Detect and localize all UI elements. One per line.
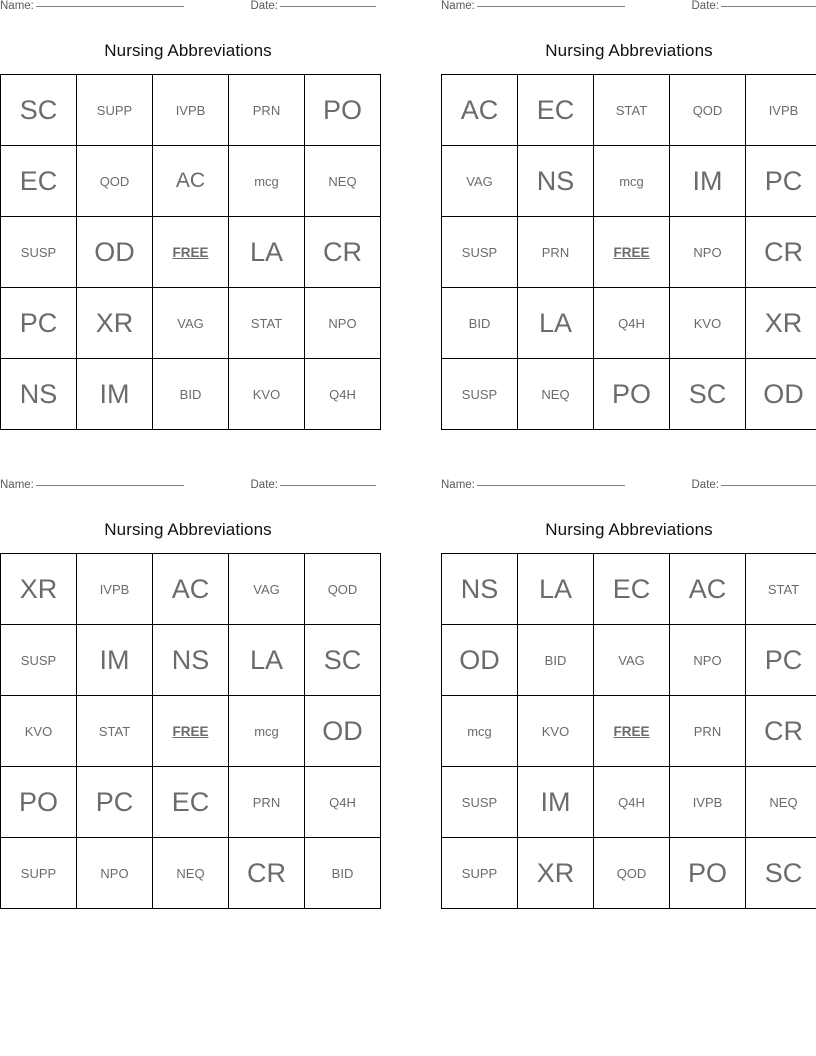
- bingo-cell[interactable]: SC: [670, 359, 746, 430]
- bingo-row: [442, 696, 816, 767]
- bingo-cell[interactable]: SC: [1, 75, 77, 146]
- name-write-in-line[interactable]: [36, 6, 184, 7]
- bingo-row: [1, 217, 381, 288]
- page-title: Nursing Abbreviations: [545, 41, 713, 60]
- bingo-cell[interactable]: CR: [746, 217, 816, 288]
- bingo-cell[interactable]: PRN: [518, 217, 594, 288]
- bingo-cell[interactable]: mcg: [229, 146, 305, 217]
- date-label: Date:: [250, 479, 278, 491]
- bingo-cell[interactable]: STAT: [77, 696, 153, 767]
- bingo-cell[interactable]: NS: [153, 625, 229, 696]
- bingo-grid: [0, 553, 381, 909]
- bingo-cell[interactable]: VAG: [229, 554, 305, 625]
- bingo-cell[interactable]: SUPP: [1, 838, 77, 909]
- bingo-cell[interactable]: NEQ: [305, 146, 381, 217]
- bingo-cell[interactable]: OD: [442, 625, 518, 696]
- bingo-cell[interactable]: STAT: [746, 554, 816, 625]
- bingo-cell[interactable]: PO: [1, 767, 77, 838]
- bingo-cell[interactable]: IM: [77, 359, 153, 430]
- bingo-row: [442, 554, 816, 625]
- bingo-grid: [441, 553, 816, 909]
- bingo-row: [1, 288, 381, 359]
- bingo-cell[interactable]: LA: [518, 288, 594, 359]
- bingo-cell[interactable]: KVO: [518, 696, 594, 767]
- bingo-row: [442, 288, 816, 359]
- bingo-cell[interactable]: NEQ: [153, 838, 229, 909]
- bingo-row: [1, 696, 381, 767]
- bingo-cell[interactable]: PO: [594, 359, 670, 430]
- bingo-row: [442, 625, 816, 696]
- date-write-in-line[interactable]: [721, 6, 816, 7]
- name-date-row: [0, 0, 376, 20]
- bingo-cell[interactable]: KVO: [670, 288, 746, 359]
- bingo-cell[interactable]: Q4H: [305, 767, 381, 838]
- bingo-cell[interactable]: CR: [229, 838, 305, 909]
- bingo-cell[interactable]: XR: [77, 288, 153, 359]
- bingo-cell[interactable]: SUSP: [1, 217, 77, 288]
- bingo-cell[interactable]: EC: [153, 767, 229, 838]
- bingo-cell[interactable]: SUPP: [77, 75, 153, 146]
- bingo-cell[interactable]: EC: [594, 554, 670, 625]
- bingo-cell[interactable]: KVO: [1, 696, 77, 767]
- name-label: Name:: [441, 0, 475, 12]
- name-write-in-line[interactable]: [36, 485, 184, 486]
- bingo-cell[interactable]: PO: [670, 838, 746, 909]
- bingo-cell[interactable]: LA: [229, 625, 305, 696]
- bingo-grid-body: [1, 75, 381, 430]
- bingo-cell[interactable]: NS: [518, 146, 594, 217]
- page-title: Nursing Abbreviations: [545, 520, 713, 539]
- bingo-cell[interactable]: PC: [77, 767, 153, 838]
- bingo-card-top-left: [0, 0, 376, 430]
- bingo-cell[interactable]: PRN: [670, 696, 746, 767]
- name-label: Name:: [0, 479, 34, 491]
- bingo-cell[interactable]: OD: [77, 217, 153, 288]
- bingo-cell[interactable]: LA: [229, 217, 305, 288]
- date-write-in-line[interactable]: [280, 6, 376, 7]
- date-write-in-line[interactable]: [280, 485, 376, 486]
- bingo-grid: [0, 74, 381, 430]
- bingo-cell[interactable]: IVPB: [153, 75, 229, 146]
- bingo-cell[interactable]: LA: [518, 554, 594, 625]
- bingo-cell[interactable]: AC: [670, 554, 746, 625]
- bingo-cell[interactable]: SUSP: [442, 217, 518, 288]
- bingo-cell[interactable]: PO: [305, 75, 381, 146]
- bingo-cell[interactable]: PRN: [229, 75, 305, 146]
- bingo-cell[interactable]: QOD: [77, 146, 153, 217]
- bingo-row: [1, 359, 381, 430]
- bingo-cell[interactable]: AC: [442, 75, 518, 146]
- bingo-free-cell[interactable]: FREE: [153, 696, 229, 767]
- bingo-cell[interactable]: PC: [1, 288, 77, 359]
- bingo-cell[interactable]: NPO: [77, 838, 153, 909]
- date-label: Date:: [250, 0, 278, 12]
- bingo-cell[interactable]: SUPP: [442, 838, 518, 909]
- bingo-cell[interactable]: STAT: [229, 288, 305, 359]
- bingo-row: [442, 217, 816, 288]
- bingo-cell[interactable]: BID: [305, 838, 381, 909]
- bingo-grid-body: [442, 554, 816, 909]
- date-write-in-line[interactable]: [721, 485, 816, 486]
- page-title: Nursing Abbreviations: [104, 41, 272, 60]
- bingo-row: [1, 625, 381, 696]
- name-write-in-line[interactable]: [477, 485, 625, 486]
- bingo-cell[interactable]: mcg: [594, 146, 670, 217]
- bingo-cell[interactable]: NPO: [670, 625, 746, 696]
- bingo-cell[interactable]: BID: [442, 288, 518, 359]
- bingo-cell[interactable]: Q4H: [594, 288, 670, 359]
- bingo-cell[interactable]: IM: [670, 146, 746, 217]
- bingo-cell[interactable]: VAG: [153, 288, 229, 359]
- bingo-cell[interactable]: VAG: [442, 146, 518, 217]
- name-write-in-line[interactable]: [477, 6, 625, 7]
- bingo-card-bottom-right: [441, 479, 816, 909]
- bingo-cell[interactable]: BID: [153, 359, 229, 430]
- bingo-row: [442, 838, 816, 909]
- bingo-cell[interactable]: QOD: [594, 838, 670, 909]
- bingo-row: [1, 554, 381, 625]
- name-date-row: [0, 479, 376, 499]
- bingo-row: [442, 146, 816, 217]
- bingo-cell[interactable]: XR: [518, 838, 594, 909]
- bingo-cell[interactable]: Q4H: [594, 767, 670, 838]
- bingo-cell[interactable]: AC: [153, 554, 229, 625]
- bingo-cell[interactable]: AC: [153, 146, 229, 217]
- bingo-row: [1, 75, 381, 146]
- name-date-row: [441, 0, 816, 20]
- bingo-cell[interactable]: NPO: [305, 288, 381, 359]
- name-label: Name:: [0, 0, 34, 12]
- bingo-cell[interactable]: IM: [77, 625, 153, 696]
- bingo-cell[interactable]: NS: [442, 554, 518, 625]
- bingo-cell[interactable]: IM: [518, 767, 594, 838]
- bingo-cell[interactable]: XR: [1, 554, 77, 625]
- bingo-cell[interactable]: NEQ: [518, 359, 594, 430]
- bingo-cell[interactable]: SUSP: [442, 767, 518, 838]
- bingo-free-cell[interactable]: FREE: [594, 696, 670, 767]
- bingo-row: [1, 767, 381, 838]
- page-title: Nursing Abbreviations: [104, 520, 272, 539]
- bingo-cell[interactable]: EC: [1, 146, 77, 217]
- bingo-cell[interactable]: PC: [746, 146, 816, 217]
- bingo-cell[interactable]: OD: [305, 696, 381, 767]
- bingo-free-cell[interactable]: FREE: [594, 217, 670, 288]
- date-label: Date:: [691, 479, 719, 491]
- bingo-row: [1, 838, 381, 909]
- bingo-cell[interactable]: XR: [746, 288, 816, 359]
- bingo-cell[interactable]: QOD: [670, 75, 746, 146]
- name-date-row: [441, 479, 816, 499]
- bingo-cell[interactable]: Q4H: [305, 359, 381, 430]
- bingo-cell[interactable]: IVPB: [746, 75, 816, 146]
- bingo-cell[interactable]: PRN: [229, 767, 305, 838]
- bingo-row: [442, 767, 816, 838]
- bingo-cell[interactable]: NS: [1, 359, 77, 430]
- bingo-cell[interactable]: OD: [746, 359, 816, 430]
- bingo-card-bottom-left: [0, 479, 376, 909]
- bingo-cell[interactable]: STAT: [594, 75, 670, 146]
- bingo-cell[interactable]: IVPB: [77, 554, 153, 625]
- bingo-cell[interactable]: BID: [518, 625, 594, 696]
- bingo-cell[interactable]: KVO: [229, 359, 305, 430]
- bingo-grid-body: [442, 75, 816, 430]
- bingo-cell[interactable]: PC: [746, 625, 816, 696]
- bingo-cell[interactable]: NEQ: [746, 767, 816, 838]
- bingo-cell[interactable]: SC: [746, 838, 816, 909]
- bingo-card-top-right: [441, 0, 816, 430]
- bingo-cell[interactable]: SUSP: [1, 625, 77, 696]
- bingo-cell[interactable]: EC: [518, 75, 594, 146]
- bingo-cell[interactable]: mcg: [442, 696, 518, 767]
- bingo-cell[interactable]: CR: [746, 696, 816, 767]
- bingo-row: [1, 146, 381, 217]
- bingo-cell[interactable]: CR: [305, 217, 381, 288]
- bingo-grid: [441, 74, 816, 430]
- bingo-cell[interactable]: mcg: [229, 696, 305, 767]
- date-label: Date:: [691, 0, 719, 12]
- bingo-row: [442, 359, 816, 430]
- bingo-cell[interactable]: QOD: [305, 554, 381, 625]
- bingo-cell[interactable]: VAG: [594, 625, 670, 696]
- bingo-row: [442, 75, 816, 146]
- bingo-free-cell[interactable]: FREE: [153, 217, 229, 288]
- bingo-cell[interactable]: IVPB: [670, 767, 746, 838]
- bingo-grid-body: [1, 554, 381, 909]
- name-label: Name:: [441, 479, 475, 491]
- bingo-cell[interactable]: SUSP: [442, 359, 518, 430]
- bingo-cell[interactable]: SC: [305, 625, 381, 696]
- bingo-cell[interactable]: NPO: [670, 217, 746, 288]
